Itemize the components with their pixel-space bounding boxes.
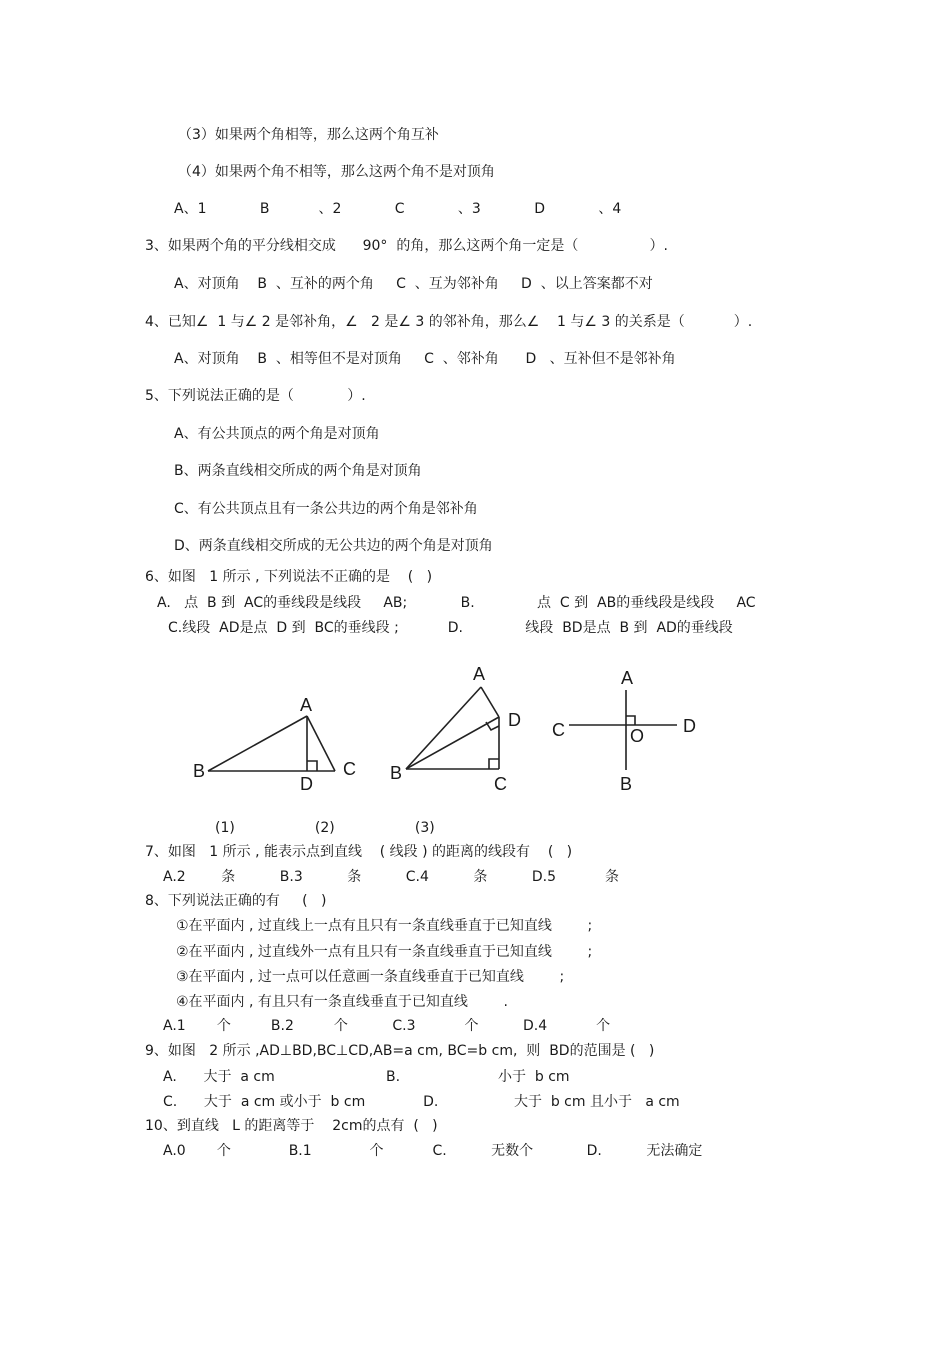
fig2-label-a: A <box>473 664 486 684</box>
text-line: A.0 个 B.1 个 C. 无数个 D. 无法确定 <box>163 1143 703 1159</box>
fig2-label-d: D <box>508 710 521 730</box>
fig3-label-c: C <box>552 720 565 740</box>
figure-3 <box>569 690 677 770</box>
fig2-label-b: B <box>390 763 403 783</box>
text-line: 4、已知∠ 1 与∠ 2 是邻补角，∠ 2 是∠ 3 的邻补角，那么∠ 1 与∠ 3 的关系是（ ）. <box>145 314 753 330</box>
figure-1 <box>208 716 335 771</box>
text-line: A、对顶角 B 、相等但不是对顶角 C 、邻补角 D 、互补但不是邻补角 <box>174 351 676 367</box>
text-line: ④在平面内 , 有且只有一条直线垂直于已知直线 . <box>176 994 508 1010</box>
text-line: 9、如图 2 所示 ,AD⊥BD,BC⊥CD,AB=a cm, BC=b cm, 则 BD的范围是 ( ) <box>145 1043 655 1059</box>
text-line: 8、下列说法正确的有 ( ) <box>145 893 327 909</box>
text-line: C、有公共顶点且有一条公共边的两个角是邻补角 <box>174 501 478 517</box>
text-line: ③在平面内 , 过一点可以任意画一条直线垂直于已知直线 ; <box>176 969 565 985</box>
text-line: A、对顶角 B 、互补的两个角 C 、互为邻补角 D 、以上答案都不对 <box>174 276 653 292</box>
text-line: （3）如果两个角相等，那么这两个角互补 <box>178 127 439 143</box>
fig3-label-a: A <box>621 668 634 688</box>
fig3-label-o: O <box>630 726 645 746</box>
text-line: D、两条直线相交所成的无公共边的两个角是对顶角 <box>174 538 493 554</box>
fig1-label-b: B <box>193 761 206 781</box>
text-line: A.1 个 B.2 个 C.3 个 D.4 个 <box>163 1018 611 1034</box>
text-line: A.2 条 B.3 条 C.4 条 D.5 条 <box>163 869 619 885</box>
fig3-label-b: B <box>620 774 633 794</box>
text-line: A. 点 B 到 AC的垂线段是线段 AB; B. 点 C 到 AB的垂线段是线段 AC <box>157 595 756 611</box>
text-line: ②在平面内 , 过直线外一点有且只有一条直线垂直于已知直线 ; <box>176 944 593 960</box>
text-line: 10、到直线 L 的距离等于 2cm的点有 ( ) <box>145 1118 438 1134</box>
text-line: （4）如果两个角不相等，那么这两个角不是对顶角 <box>178 164 495 180</box>
fig2-label-c: C <box>494 774 507 794</box>
fig3-label-d: D <box>683 716 696 736</box>
text-line: B、两条直线相交所成的两个角是对顶角 <box>174 463 422 479</box>
text-line: C. 大于 a cm 或小于 b cm D. 大于 b cm 且小于 a cm <box>163 1094 680 1110</box>
fig1-label-d: D <box>300 774 313 794</box>
text-line: (1) (2) (3) <box>215 820 435 836</box>
fig1-label-c: C <box>343 759 356 779</box>
text-line: 7、如图 1 所示 , 能表示点到直线 ( 线段 ) 的距离的线段有 ( ) <box>145 844 573 860</box>
text-line: ①在平面内 , 过直线上一点有且只有一条直线垂直于已知直线 ; <box>176 918 593 934</box>
text-line: A、1 B 、2 C 、3 D 、4 <box>174 201 622 217</box>
text-line: A. 大于 a cm B. 小于 b cm <box>163 1069 570 1085</box>
figure-2 <box>406 687 499 769</box>
text-line: A、有公共顶点的两个角是对顶角 <box>174 426 380 442</box>
text-line: 3、如果两个角的平分线相交成 90° 的角，那么这两个角一定是（ ）. <box>145 238 668 254</box>
text-line: 5、下列说法正确的是（ ）. <box>145 388 366 404</box>
text-line: C.线段 AD是点 D 到 BC的垂线段 ; D. 线段 BD是点 B 到 AD的垂线段 <box>168 620 733 636</box>
text-line: 6、如图 1 所示 , 下列说法不正确的是 ( ) <box>145 569 433 585</box>
fig1-label-a: A <box>300 695 313 715</box>
